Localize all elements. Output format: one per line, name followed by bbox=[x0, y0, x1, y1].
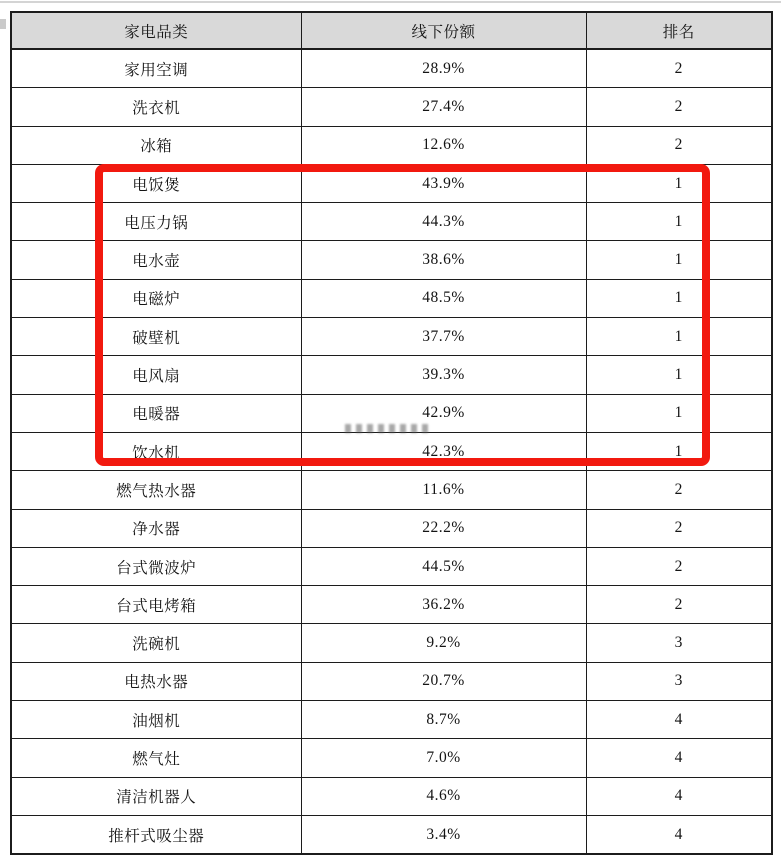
rank-cell: 2 bbox=[586, 509, 772, 547]
table-row bbox=[11, 547, 772, 585]
category-cell: 电热水器 bbox=[11, 662, 301, 700]
rank-cell: 2 bbox=[586, 126, 772, 164]
share-cell: 42.3% bbox=[301, 432, 586, 470]
share-cell: 7.0% bbox=[301, 739, 586, 777]
appliance-share-table bbox=[10, 11, 773, 855]
share-cell: 9.2% bbox=[301, 624, 586, 662]
table-row bbox=[11, 318, 772, 356]
share-cell: 27.4% bbox=[301, 88, 586, 126]
table-row bbox=[11, 88, 772, 126]
share-cell: 39.3% bbox=[301, 356, 586, 394]
rank-cell: 2 bbox=[586, 49, 772, 88]
category-cell: 破壁机 bbox=[11, 318, 301, 356]
category-cell: 电风扇 bbox=[11, 356, 301, 394]
share-cell: 12.6% bbox=[301, 126, 586, 164]
rank-cell: 4 bbox=[586, 777, 772, 815]
share-cell: 42.9% bbox=[301, 394, 586, 432]
rank-cell: 3 bbox=[586, 662, 772, 700]
table-row bbox=[11, 203, 772, 241]
table-row bbox=[11, 49, 772, 88]
table-row bbox=[11, 586, 772, 624]
table-row bbox=[11, 624, 772, 662]
category-cell: 洗碗机 bbox=[11, 624, 301, 662]
share-cell: 11.6% bbox=[301, 471, 586, 509]
rank-cell: 1 bbox=[586, 356, 772, 394]
share-cell: 43.9% bbox=[301, 164, 586, 202]
share-cell: 48.5% bbox=[301, 279, 586, 317]
category-cell: 油烟机 bbox=[11, 701, 301, 739]
category-cell: 电压力锅 bbox=[11, 203, 301, 241]
scan-artifact-left-mark bbox=[0, 19, 6, 29]
share-cell: 8.7% bbox=[301, 701, 586, 739]
share-cell: 36.2% bbox=[301, 586, 586, 624]
rank-cell: 2 bbox=[586, 88, 772, 126]
share-cell: 37.7% bbox=[301, 318, 586, 356]
category-cell: 燃气热水器 bbox=[11, 471, 301, 509]
header-category: 家电品类 bbox=[11, 12, 301, 49]
rank-cell: 2 bbox=[586, 586, 772, 624]
share-cell: 20.7% bbox=[301, 662, 586, 700]
rank-cell: 1 bbox=[586, 279, 772, 317]
share-cell: 22.2% bbox=[301, 509, 586, 547]
share-cell: 38.6% bbox=[301, 241, 586, 279]
category-cell: 电暖器 bbox=[11, 394, 301, 432]
rank-cell: 4 bbox=[586, 701, 772, 739]
category-cell: 电水壶 bbox=[11, 241, 301, 279]
category-cell: 台式电烤箱 bbox=[11, 586, 301, 624]
table-row bbox=[11, 777, 772, 815]
category-cell: 洗衣机 bbox=[11, 88, 301, 126]
table-row bbox=[11, 356, 772, 394]
category-cell: 家用空调 bbox=[11, 49, 301, 88]
scan-artifact-top-line bbox=[0, 1, 781, 3]
share-cell: 44.5% bbox=[301, 547, 586, 585]
share-cell: 28.9% bbox=[301, 49, 586, 88]
category-cell: 燃气灶 bbox=[11, 739, 301, 777]
table-body bbox=[11, 49, 772, 854]
category-cell: 推杆式吸尘器 bbox=[11, 815, 301, 854]
category-cell: 冰箱 bbox=[11, 126, 301, 164]
rank-cell: 3 bbox=[586, 624, 772, 662]
category-cell: 净水器 bbox=[11, 509, 301, 547]
share-cell: 44.3% bbox=[301, 203, 586, 241]
category-cell: 饮水机 bbox=[11, 432, 301, 470]
table-row bbox=[11, 394, 772, 432]
table-row bbox=[11, 241, 772, 279]
category-cell: 电磁炉 bbox=[11, 279, 301, 317]
category-cell: 台式微波炉 bbox=[11, 547, 301, 585]
table-row bbox=[11, 739, 772, 777]
rank-cell: 4 bbox=[586, 815, 772, 854]
table-row bbox=[11, 701, 772, 739]
rank-cell: 2 bbox=[586, 471, 772, 509]
table-row bbox=[11, 662, 772, 700]
category-cell: 电饭煲 bbox=[11, 164, 301, 202]
table-row bbox=[11, 471, 772, 509]
table-row bbox=[11, 164, 772, 202]
rank-cell: 1 bbox=[586, 164, 772, 202]
table-row bbox=[11, 126, 772, 164]
rank-cell: 4 bbox=[586, 739, 772, 777]
table-row bbox=[11, 279, 772, 317]
header-offline-share: 线下份额 bbox=[301, 12, 586, 49]
header-row bbox=[11, 12, 772, 49]
rank-cell: 1 bbox=[586, 241, 772, 279]
share-cell: 4.6% bbox=[301, 777, 586, 815]
share-cell: 3.4% bbox=[301, 815, 586, 854]
rank-cell: 2 bbox=[586, 547, 772, 585]
rank-cell: 1 bbox=[586, 318, 772, 356]
table-row bbox=[11, 432, 772, 470]
rank-cell: 1 bbox=[586, 432, 772, 470]
rank-cell: 1 bbox=[586, 203, 772, 241]
table-row bbox=[11, 509, 772, 547]
table-row bbox=[11, 815, 772, 854]
header-rank: 排名 bbox=[586, 12, 772, 49]
category-cell: 清洁机器人 bbox=[11, 777, 301, 815]
rank-cell: 1 bbox=[586, 394, 772, 432]
